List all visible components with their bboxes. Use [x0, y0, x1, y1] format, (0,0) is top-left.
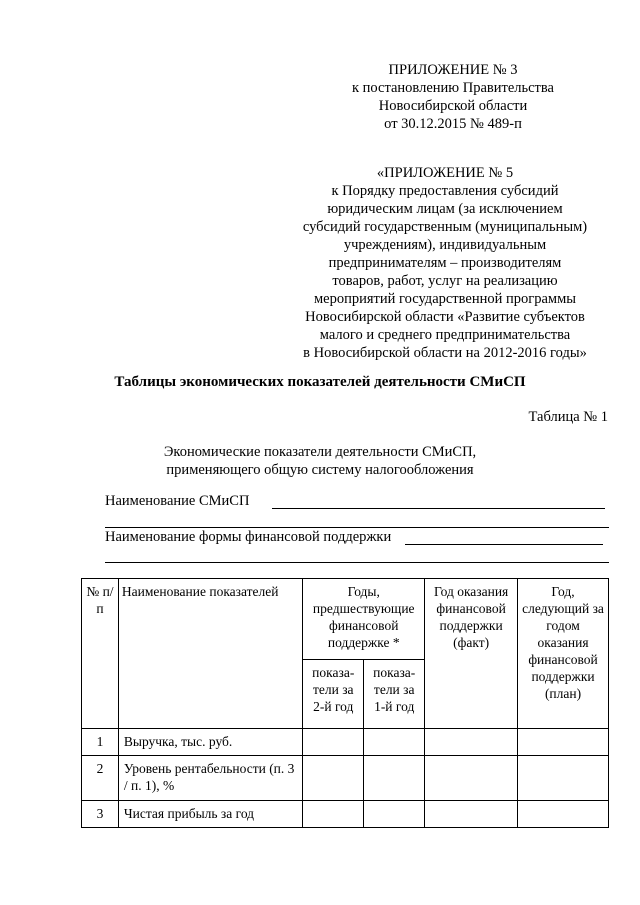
appendix-5-line-6: предпринимателям – производителям [328, 255, 562, 271]
smsp-name-blank[interactable] [272, 508, 605, 509]
header-years-before: Годы, предшествующие финансовой поддержке * [303, 579, 425, 660]
row-3-cell[interactable] [364, 801, 425, 828]
row-3-cell[interactable] [303, 801, 364, 828]
row-2-cell[interactable] [303, 756, 364, 801]
row-1-cell[interactable] [518, 729, 609, 756]
smsp-name-field-row [105, 493, 249, 510]
table-row [82, 756, 609, 801]
table-subtitle [0, 443, 640, 479]
row-3-name: Чистая прибыль за год [118, 801, 302, 828]
appendix-3-line-1: ПРИЛОЖЕНИЕ № 3 [388, 62, 518, 78]
row-1-cell[interactable] [303, 729, 364, 756]
appendix-3-line-2: к постановлению Правительства [352, 80, 554, 96]
row-1-cell[interactable] [425, 729, 518, 756]
header-indicator: Наименование показателей [118, 579, 302, 729]
economic-indicators-table [81, 578, 609, 828]
main-title: Таблицы экономических показателей деятельности СМиСП [114, 374, 526, 390]
table-number: Таблица № 1 [528, 409, 608, 425]
appendix-3-header [323, 61, 583, 133]
smsp-name-label: Наименование СМиСП [105, 493, 250, 509]
table-row [82, 729, 609, 756]
appendix-3-line-4: от 30.12.2015 № 489-п [384, 116, 522, 132]
header-num: № п/п [82, 579, 119, 729]
support-form-blank-2[interactable] [105, 562, 609, 563]
row-3-num: 3 [82, 801, 119, 828]
table-row [82, 801, 609, 828]
appendix-5-header [280, 164, 610, 362]
appendix-5-line-1: «ПРИЛОЖЕНИЕ № 5 [376, 165, 514, 181]
support-form-blank[interactable] [405, 544, 603, 545]
smsp-name-blank-2[interactable] [105, 527, 609, 528]
appendix-5-line-10: малого и среднего предпринимательства [319, 327, 571, 343]
appendix-5-line-7: товаров, работ, услуг на реализацию [332, 273, 558, 289]
table-header-row-1 [82, 579, 609, 660]
support-form-label: Наименование формы финансовой поддержки [105, 529, 392, 545]
header-1st-year: показа-тели за 1-й год [364, 660, 425, 729]
header-year-after: Год, следующий за годом оказания финансовой поддержки (план) [518, 579, 609, 729]
row-3-cell[interactable] [425, 801, 518, 828]
appendix-5-line-2: к Порядку предоставления субсидий [331, 183, 559, 199]
row-2-name: Уровень рентабельности (п. 3 / п. 1), % [118, 756, 302, 801]
appendix-5-line-4: субсидий государственным (муниципальным) [302, 219, 588, 235]
header-year-support: Год оказания финансовой поддержки (факт) [425, 579, 518, 729]
appendix-5-line-11: в Новосибирской области на 2012-2016 годы» [303, 345, 587, 361]
row-1-num: 1 [82, 729, 119, 756]
appendix-5-line-3: юридическим лицам (за исключением [327, 201, 563, 217]
row-2-cell[interactable] [425, 756, 518, 801]
row-2-cell[interactable] [364, 756, 425, 801]
row-1-name: Выручка, тыс. руб. [118, 729, 302, 756]
row-1-cell[interactable] [364, 729, 425, 756]
support-form-field-row [105, 529, 391, 546]
subtitle-line-2: применяющего общую систему налогообложения [166, 462, 474, 478]
row-2-num: 2 [82, 756, 119, 801]
appendix-5-line-5: учреждениям), индивидуальным [343, 237, 547, 253]
header-2nd-year: показа-тели за 2-й год [303, 660, 364, 729]
appendix-5-line-9: Новосибирской области «Развитие субъектов [305, 309, 585, 325]
appendix-3-line-3: Новосибирской области [378, 98, 528, 114]
row-2-cell[interactable] [518, 756, 609, 801]
row-3-cell[interactable] [518, 801, 609, 828]
subtitle-line-1: Экономические показатели деятельности СМиСП, [163, 444, 477, 460]
appendix-5-line-8: мероприятий государственной программы [314, 291, 576, 307]
